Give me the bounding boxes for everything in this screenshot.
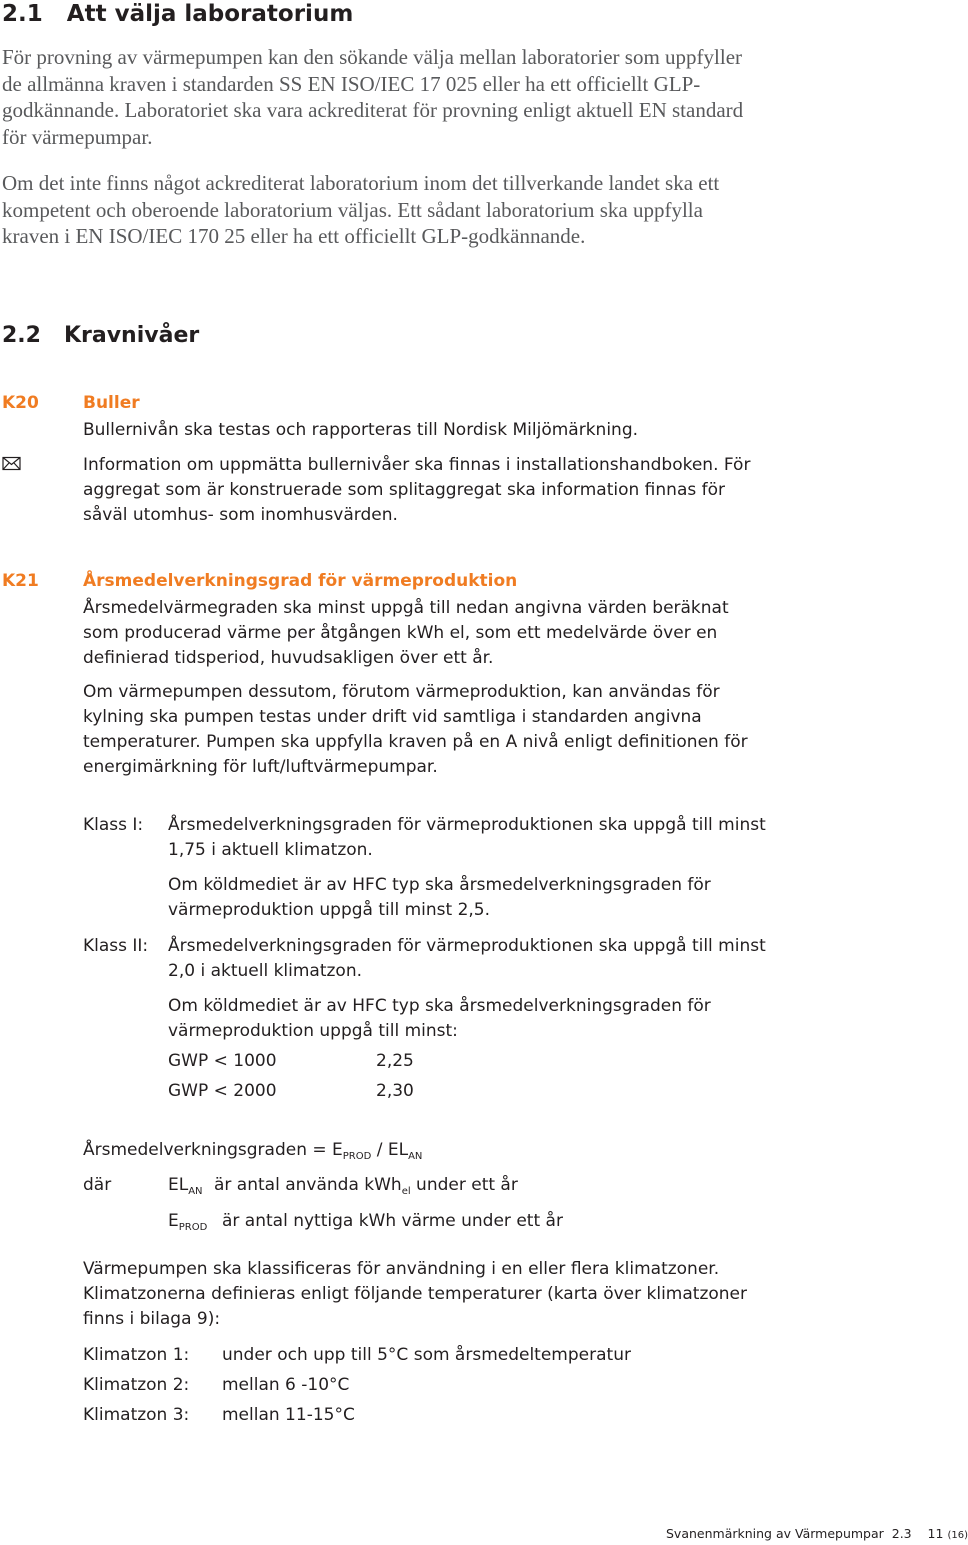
klass-1-text: Årsmedelverkningsgraden för värmeproduktionen ska uppgå till minst 1,75 i aktuell klimatzon.: [168, 815, 766, 860]
zone-label-2: Klimatzon 2:: [83, 1375, 190, 1395]
definition-e-prod: [168, 1209, 207, 1240]
lab-paragraph-2: Om det inte finns något ackrediterat laboratorium inom det tillverkande landet ska ett kompetent och oberoende laboratorium väljas. Ett sådant laboratorium ska uppfylla kraven i EN ISO/IEC 170 25 eller ha ett officiellt GLP-godkännande.: [2, 171, 720, 249]
klass-2-hfc-text: Om köldmediet är av HFC typ ska årsmedelverkningsgraden för värmeproduktion uppgå till minst:: [168, 996, 711, 1041]
zone-label-3: Klimatzon 3:: [83, 1405, 190, 1425]
requirement-code-k21: K21: [2, 571, 39, 591]
gwp-value-1: 2,25: [376, 1051, 414, 1071]
gwp-label-1: GWP < 1000: [168, 1051, 277, 1071]
formula-sub-prod: PROD: [342, 1151, 372, 1162]
zone-label-1: Klimatzon 1:: [83, 1345, 190, 1365]
definition-el-an: [168, 1173, 203, 1204]
footer-doc-title: Svanenmärkning av Värmepumpar: [666, 1526, 884, 1541]
where-label: där: [83, 1175, 112, 1195]
section-number: 2.1: [2, 1, 43, 27]
definition-el-an-text: [214, 1173, 518, 1204]
klass-2-text: Årsmedelverkningsgraden för värmeproduktionen ska uppgå till minst 2,0 i aktuell klimatzon.: [168, 936, 766, 981]
formula: [83, 1138, 422, 1169]
zone-value-1: under och upp till 5°C som årsmedeltemperatur: [222, 1345, 631, 1365]
lab-paragraph-1: För provning av värmepumpen kan den sökande välja mellan laboratorier som uppfyller de allmänna kraven i standarden SS EN ISO/IEC 17 025 eller ha ett officiellt GLP-godkännande. Laboratoriet ska vara ackrediterat för provning enligt aktuell EN standard för värmepumpar.: [2, 45, 744, 149]
footer-page-total: (16): [947, 1530, 968, 1541]
zone-value-2: mellan 6 -10°C: [222, 1375, 350, 1395]
requirement-title-k21: Årsmedelverkningsgrad för värmeproduktion: [83, 571, 518, 591]
def-symbol: E: [168, 1211, 179, 1231]
def-text-end: under ett år: [410, 1175, 518, 1195]
k21-paragraph-1: Årsmedelvärmegraden ska minst uppgå till nedan angivna värden beräknat som producerad värme per åtgången kWh el, som ett medelvärde över en definierad tidsperiod, huvudsakligen över ett år.: [83, 598, 729, 668]
definition-e-prod-text: är antal nyttiga kWh värme under ett år: [222, 1211, 563, 1231]
gwp-value-2: 2,30: [376, 1081, 414, 1101]
def-text: är antal använda kWh: [214, 1175, 402, 1195]
requirement-code-k20: K20: [2, 393, 39, 413]
k20-documentation-text: Information om uppmätta bullernivåer ska finnas i installationshandboken. För aggregat som är konstruerade som splitaggregat ska information finnas för såväl utomhus- som inomhusvärden.: [83, 455, 751, 525]
klass-1-label: Klass I:: [83, 815, 144, 835]
k21-paragraph-3: Värmepumpen ska klassificeras för användning i en eller flera klimatzoner. Klimatzonerna definieras enligt följande temperaturer (karta över klimatzoner finns i bilaga 9):: [83, 1259, 747, 1329]
section-heading-2-2: [2, 322, 199, 350]
footer-version: 2.3: [891, 1526, 912, 1541]
def-symbol: EL: [168, 1175, 189, 1195]
section-title: Att välja laboratorium: [66, 1, 354, 27]
gwp-label-2: GWP < 2000: [168, 1081, 277, 1101]
klass-1-hfc-text: Om köldmediet är av HFC typ ska årsmedelverkningsgraden för värmeproduktion uppgå till minst 2,5.: [168, 875, 711, 920]
def-text-sub: el: [401, 1186, 411, 1197]
requirement-title-k20: Buller: [83, 393, 140, 413]
zone-value-3: mellan 11-15°C: [222, 1405, 355, 1425]
formula-mid: / EL: [371, 1140, 409, 1160]
page-footer: [666, 1526, 968, 1541]
section-number: 2.2: [2, 323, 41, 348]
formula-lhs: Årsmedelverkningsgraden = E: [83, 1140, 343, 1160]
def-symbol-sub: AN: [188, 1186, 203, 1197]
section-title: Kravnivåer: [63, 323, 200, 348]
formula-sub-an: AN: [408, 1151, 423, 1162]
envelope-icon: [2, 456, 22, 472]
k21-paragraph-2: Om värmepumpen dessutom, förutom värmeproduktion, kan användas för kylning ska pumpen testas under drift vid samtliga i standarden angivna temperaturer. Pumpen ska uppfylla kraven på en A nivå enligt definitionen för energimärkning för luft/luftvärmepumpar.: [83, 682, 748, 777]
def-symbol-sub: PROD: [178, 1222, 208, 1233]
section-heading-2-1: [2, 0, 353, 28]
footer-page-number: 11: [927, 1526, 944, 1541]
klass-2-label: Klass II:: [83, 936, 149, 956]
k20-requirement-text: Bullernivån ska testas och rapporteras till Nordisk Miljömärkning.: [83, 420, 639, 440]
